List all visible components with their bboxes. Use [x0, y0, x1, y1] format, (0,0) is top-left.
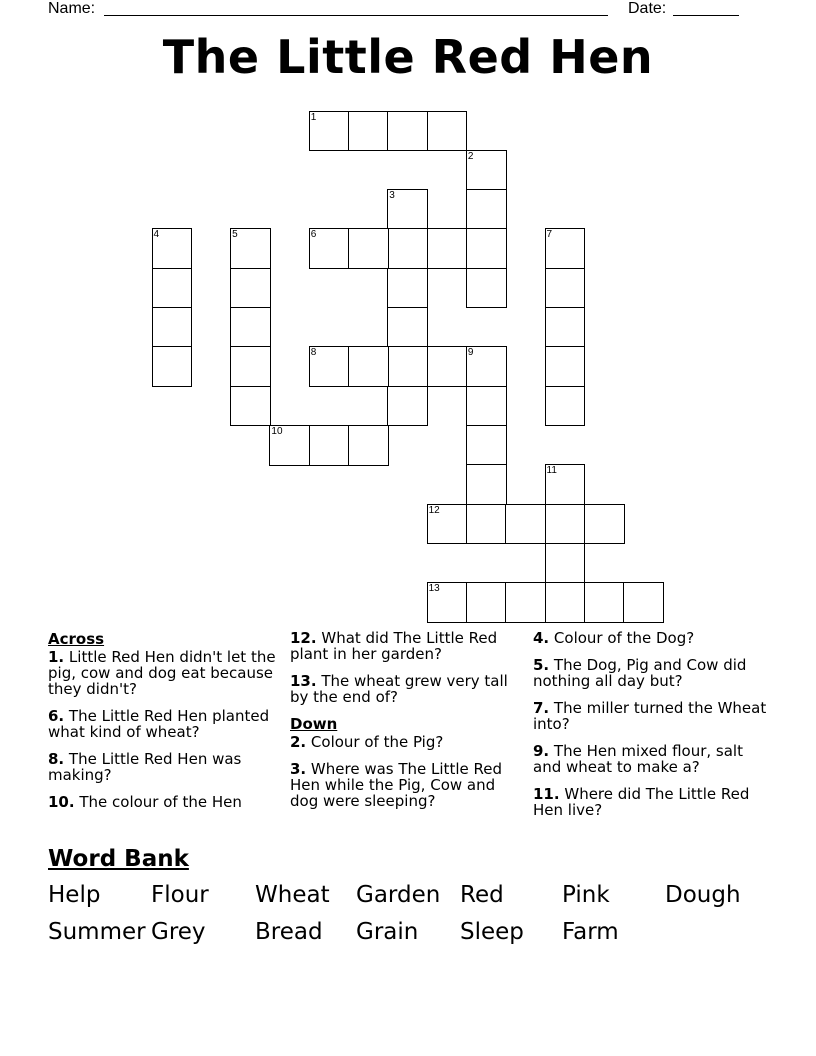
- clue-text: The Dog, Pig and Cow did nothing all day but?: [533, 656, 747, 690]
- crossword-cell[interactable]: [387, 189, 428, 230]
- clue-across-12: [290, 630, 526, 662]
- clue-number-label: 2: [467, 150, 474, 162]
- clue-text: Colour of the Pig?: [310, 733, 444, 751]
- clue-down-11: [533, 786, 769, 818]
- crossword-cell[interactable]: [545, 268, 586, 309]
- crossword-cell[interactable]: [427, 346, 468, 387]
- crossword-cell[interactable]: [348, 425, 389, 466]
- crossword-cell[interactable]: [466, 386, 507, 427]
- crossword-cell[interactable]: [466, 189, 507, 230]
- crossword-cell[interactable]: [309, 346, 350, 387]
- clue-down-5: [533, 657, 769, 689]
- date-label: Date:: [628, 0, 667, 17]
- word-bank-word: Grey: [151, 919, 206, 945]
- clue-text: Colour of the Dog?: [553, 629, 695, 647]
- clue-number: 10.: [48, 793, 75, 811]
- clue-across-13: [290, 673, 526, 705]
- crossword-cell[interactable]: [466, 228, 507, 269]
- clue-down-2: [290, 734, 526, 750]
- crossword-cell[interactable]: [505, 582, 546, 623]
- clues-column-3: [533, 630, 769, 829]
- clue-number: 13.: [290, 672, 317, 690]
- word-bank-word: Help: [48, 882, 101, 908]
- crossword-cell[interactable]: [466, 582, 507, 623]
- word-bank-word: Red: [460, 882, 504, 908]
- word-bank-word: Farm: [562, 919, 619, 945]
- crossword-cell[interactable]: [309, 228, 350, 269]
- word-bank-word: Sleep: [460, 919, 524, 945]
- crossword-cell[interactable]: [545, 228, 586, 269]
- crossword-cell[interactable]: [584, 504, 625, 545]
- crossword-cell[interactable]: [230, 307, 271, 348]
- clue-text: Little Red Hen didn't let the pig, cow and dog eat because they didn't?: [48, 648, 276, 698]
- word-bank-word: Flour: [151, 882, 209, 908]
- clue-text: Where did The Little Red Hen live?: [533, 785, 750, 819]
- clue-text: The Little Red Hen was making?: [48, 750, 242, 784]
- crossword-cell[interactable]: [466, 150, 507, 191]
- crossword-cell[interactable]: [466, 268, 507, 309]
- clue-number-label: 11: [546, 465, 557, 477]
- crossword-cell[interactable]: [387, 386, 428, 427]
- crossword-cell[interactable]: [309, 425, 350, 466]
- crossword-cell[interactable]: [545, 307, 586, 348]
- clue-number-label: 3: [389, 190, 395, 202]
- clue-down-9: [533, 743, 769, 775]
- clue-number-label: 7: [546, 229, 553, 241]
- clue-down-7: [533, 700, 769, 732]
- clue-text: The Little Red Hen planted what kind of wheat?: [48, 707, 270, 741]
- clue-number: 9.: [533, 742, 550, 760]
- clue-number: 2.: [290, 733, 307, 751]
- clue-number-label: 5: [232, 229, 238, 241]
- clue-number: 1.: [48, 648, 65, 666]
- clues-column-1: [48, 628, 284, 821]
- word-bank-word: Wheat: [255, 882, 330, 908]
- clue-number: 11.: [533, 785, 560, 803]
- crossword-cell[interactable]: [545, 464, 586, 505]
- clue-text: The miller turned the Wheat into?: [533, 699, 767, 733]
- crossword-cell[interactable]: [545, 386, 586, 427]
- crossword-cell[interactable]: [427, 228, 468, 269]
- crossword-cell[interactable]: [152, 268, 193, 309]
- clue-text: Where was The Little Red Hen while the Pig, Cow and dog were sleeping?: [290, 760, 502, 810]
- word-bank-word: Summer: [48, 919, 146, 945]
- crossword-cell[interactable]: [427, 504, 468, 545]
- clue-across-1: [48, 649, 284, 697]
- crossword-cell[interactable]: [309, 111, 350, 152]
- crossword-cell[interactable]: [466, 464, 507, 505]
- clue-number-label: 13: [428, 583, 440, 595]
- crossword-cell[interactable]: [387, 307, 428, 348]
- crossword-cell[interactable]: [623, 582, 664, 623]
- clue-number-label: 9: [467, 347, 474, 359]
- crossword-cell[interactable]: [466, 346, 507, 387]
- crossword-cell[interactable]: [348, 346, 389, 387]
- clue-across-6: [48, 708, 284, 740]
- clue-text: The colour of the Hen: [79, 793, 242, 811]
- crossword-cell[interactable]: [230, 386, 271, 427]
- word-bank-word: Grain: [356, 919, 419, 945]
- clues-column-2: [290, 630, 526, 820]
- clue-number: 8.: [48, 750, 65, 768]
- clue-number-label: 8: [310, 347, 317, 359]
- clue-number-label: 6: [310, 229, 317, 241]
- crossword-cell[interactable]: [152, 307, 193, 348]
- clue-number-label: 4: [153, 229, 160, 241]
- crossword-cell[interactable]: [152, 228, 193, 269]
- crossword-cell[interactable]: [387, 346, 428, 387]
- clue-down-4: [533, 630, 769, 646]
- down-heading: Down: [290, 715, 338, 733]
- crossword-cell[interactable]: [545, 346, 586, 387]
- clue-number-label: 12: [428, 504, 440, 516]
- crossword-cell[interactable]: [545, 504, 586, 545]
- crossword-cell[interactable]: [545, 582, 586, 623]
- crossword-cell[interactable]: [269, 425, 310, 466]
- crossword-cell[interactable]: [348, 228, 389, 269]
- word-bank-word: Bread: [255, 919, 323, 945]
- clue-across-8: [48, 751, 284, 783]
- clue-down-3: [290, 761, 526, 809]
- crossword-cell[interactable]: [230, 346, 271, 387]
- crossword-cell[interactable]: [230, 268, 271, 309]
- crossword-cell[interactable]: [466, 425, 507, 466]
- clue-text: The Hen mixed flour, salt and wheat to make a?: [533, 742, 743, 776]
- name-label: Name:: [48, 0, 96, 17]
- clue-number: 4.: [533, 629, 550, 647]
- clue-number: 7.: [533, 699, 550, 717]
- crossword-cell[interactable]: [230, 228, 271, 269]
- page-title: The Little Red Hen: [162, 30, 654, 84]
- clue-number: 3.: [290, 760, 307, 778]
- crossword-cell[interactable]: [466, 504, 507, 545]
- crossword-cell[interactable]: [427, 111, 468, 152]
- crossword-cell[interactable]: [505, 504, 546, 545]
- crossword-cell[interactable]: [584, 582, 625, 623]
- word-bank-word: Garden: [356, 882, 441, 908]
- clue-across-10: [48, 794, 284, 810]
- across-heading: Across: [48, 630, 105, 648]
- clue-text: What did The Little Red plant in her garden?: [290, 629, 498, 663]
- crossword-cell[interactable]: [427, 582, 468, 623]
- clue-number-label: 1: [310, 111, 317, 123]
- clue-number: 12.: [290, 629, 317, 647]
- crossword-cell[interactable]: [387, 228, 428, 269]
- clue-number: 5.: [533, 656, 550, 674]
- word-bank-word: Dough: [665, 882, 741, 908]
- clue-text: The wheat grew very tall by the end of?: [290, 672, 508, 706]
- word-bank-word: Pink: [562, 882, 610, 908]
- clue-number: 6.: [48, 707, 65, 725]
- crossword-cell[interactable]: [545, 543, 586, 584]
- word-bank-title: Word Bank: [48, 846, 189, 872]
- crossword-cell[interactable]: [387, 111, 428, 152]
- crossword-cell[interactable]: [152, 346, 193, 387]
- clue-number-label: 10: [271, 425, 283, 437]
- crossword-cell[interactable]: [348, 111, 389, 152]
- crossword-cell[interactable]: [387, 268, 428, 309]
